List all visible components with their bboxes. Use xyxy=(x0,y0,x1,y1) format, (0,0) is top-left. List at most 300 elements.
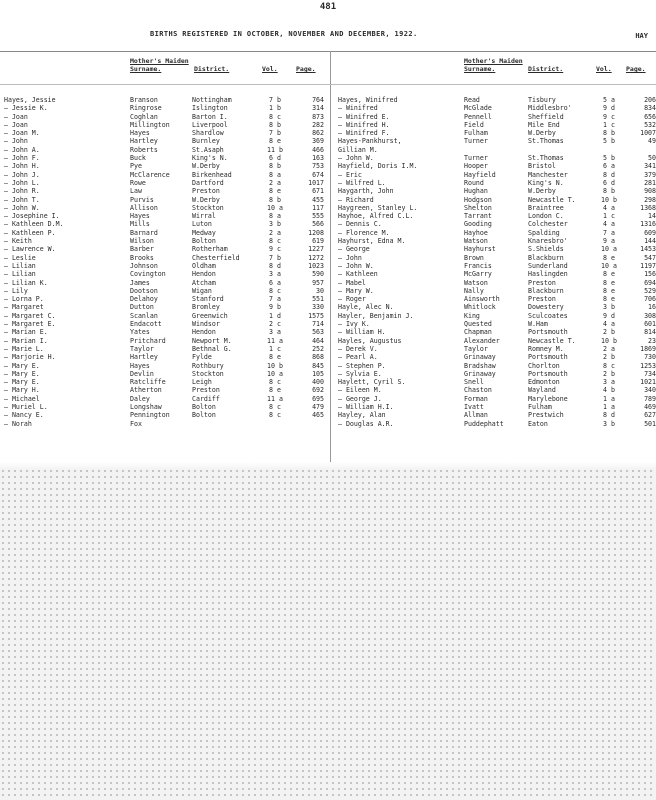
district: Tisbury xyxy=(528,96,556,104)
mothers-maiden-surname: Barnard xyxy=(130,228,158,237)
child-name: — Margaret E. xyxy=(4,320,56,329)
child-name: — Michael xyxy=(4,394,40,403)
volume: 5 a xyxy=(603,96,615,104)
volume: 8 d xyxy=(603,170,615,179)
register-entry xyxy=(0,254,330,262)
header-rule xyxy=(0,84,656,85)
district: Eaton xyxy=(528,419,548,428)
volume: 9 b xyxy=(269,303,281,312)
surname-range-tag: HAY xyxy=(635,32,648,40)
child-name: — Marian I. xyxy=(4,336,48,345)
register-entry xyxy=(330,262,656,270)
volume: 8 a xyxy=(269,212,281,221)
mothers-maiden-surname: Law xyxy=(130,187,142,196)
child-name: — Josephine I. xyxy=(4,212,60,221)
page-ref: 156 xyxy=(644,270,656,279)
right-header-vol: Vol. xyxy=(596,65,612,73)
mothers-maiden-surname: McClarence xyxy=(130,170,170,179)
register-entry xyxy=(0,303,330,311)
page-ref: 50 xyxy=(648,154,656,163)
register-entry xyxy=(330,279,656,287)
child-name: — Florence M. xyxy=(338,228,390,237)
page-ref: 341 xyxy=(644,162,656,171)
child-name: — Marian E. xyxy=(4,328,48,337)
district: Burnley xyxy=(192,137,220,146)
register-entry xyxy=(0,395,330,403)
mothers-maiden-surname: Quested xyxy=(464,320,492,329)
volume: 1 c xyxy=(603,120,615,129)
volume: 10 b xyxy=(601,195,617,204)
child-name: — Lilian K. xyxy=(4,278,48,287)
district: Braintree xyxy=(528,203,564,212)
mothers-maiden-surname: McGlade xyxy=(464,104,492,113)
child-name: — Kathleen xyxy=(338,270,378,279)
page-ref: 563 xyxy=(312,328,324,337)
volume: 8 c xyxy=(269,112,281,121)
page-ref: 1869 xyxy=(640,344,656,353)
register-entry xyxy=(0,220,330,228)
child-name: — Marie L. xyxy=(4,344,44,353)
left-header-maiden: Mother's Maiden Surname. xyxy=(130,57,189,73)
register-entry xyxy=(0,137,330,145)
volume: 9 d xyxy=(603,311,615,320)
volume: 5 b xyxy=(603,137,615,146)
district: Bethnal G. xyxy=(192,344,232,353)
register-entry xyxy=(0,162,330,170)
child-name: — John J. xyxy=(4,170,40,179)
mothers-maiden-surname: Francis xyxy=(464,261,492,270)
page-ref: 730 xyxy=(644,353,656,362)
mothers-maiden-surname: Hartley xyxy=(130,353,158,362)
volume: 2 a xyxy=(269,228,281,237)
district: Dowestery xyxy=(528,303,564,312)
mothers-maiden-surname: Hughan xyxy=(464,187,488,196)
child-name: — Margaret C. xyxy=(4,311,56,320)
child-name: — Kathleen P. xyxy=(4,228,56,237)
register-entry xyxy=(330,129,656,137)
district: Blackburn xyxy=(528,253,564,262)
mothers-maiden-surname: Snell xyxy=(464,378,484,387)
page-ref: 308 xyxy=(644,311,656,320)
page-ref: 714 xyxy=(312,320,324,329)
volume: 2 a xyxy=(603,344,615,353)
mothers-maiden-surname: Pritchard xyxy=(130,336,166,345)
mothers-maiden-surname: Daley xyxy=(130,394,150,403)
volume: 5 b xyxy=(603,154,615,163)
mothers-maiden-surname: Hayhurst xyxy=(464,245,496,254)
page-ref: 298 xyxy=(644,195,656,204)
mothers-maiden-surname: Hayes xyxy=(130,361,150,370)
child-name: Haygarth, John xyxy=(338,187,394,196)
child-name: Hayes, Jessie xyxy=(4,96,56,104)
page-number: 481 xyxy=(319,2,337,12)
volume: 8 e xyxy=(603,295,615,304)
volume: 8 e xyxy=(603,270,615,279)
district: Haslingden xyxy=(528,270,568,279)
district: Prestwich xyxy=(528,411,564,420)
register-entry xyxy=(0,420,330,428)
page-ref: 957 xyxy=(312,278,324,287)
right-header-district: District. xyxy=(528,65,564,73)
volume: 8 e xyxy=(269,137,281,146)
child-name: — Eric xyxy=(338,170,362,179)
volume: 8 e xyxy=(269,386,281,395)
volume: 1 a xyxy=(603,402,615,411)
district: Chesterfield xyxy=(192,253,240,262)
child-name: Hayhurst, Edna M. xyxy=(338,237,406,246)
mothers-maiden-surname: Gooding xyxy=(464,220,492,229)
page-ref: 764 xyxy=(312,96,324,104)
district: London C. xyxy=(528,212,564,221)
district: Windsor xyxy=(192,320,220,329)
mothers-maiden-surname: Longshaw xyxy=(130,402,162,411)
district: Edmonton xyxy=(528,378,560,387)
register-entry xyxy=(330,370,656,378)
page-ref: 1253 xyxy=(640,361,656,370)
mothers-maiden-surname: Hayhoe xyxy=(464,228,488,237)
page-ref: 464 xyxy=(312,336,324,345)
child-name: — Margaret xyxy=(4,303,44,312)
mothers-maiden-surname: Covington xyxy=(130,270,166,279)
child-name: — Joan xyxy=(4,120,28,129)
page-ref: 551 xyxy=(312,295,324,304)
volume: 8 c xyxy=(269,411,281,420)
child-name: — Douglas A.R. xyxy=(338,419,394,428)
register-entry xyxy=(0,212,330,220)
child-name: — Roger xyxy=(338,295,366,304)
child-name: — John xyxy=(338,253,362,262)
register-entry xyxy=(330,96,656,104)
mothers-maiden-surname: Turner xyxy=(464,137,488,146)
district: Greenwich xyxy=(192,311,228,320)
mothers-maiden-surname: Buck xyxy=(130,154,146,163)
page-ref: 674 xyxy=(312,170,324,179)
left-column xyxy=(0,96,330,428)
mothers-maiden-surname: Allison xyxy=(130,203,158,212)
register-entry xyxy=(0,345,330,353)
district: Rotherham xyxy=(192,245,228,254)
district: Atcham xyxy=(192,278,216,287)
register-entry xyxy=(330,137,656,145)
volume: 1 a xyxy=(603,394,615,403)
mothers-maiden-surname: Purvis xyxy=(130,195,154,204)
district: Newcastle T. xyxy=(528,336,576,345)
mothers-maiden-surname: Field xyxy=(464,120,484,129)
page-ref: 1227 xyxy=(308,245,324,254)
child-name: — Jessie K. xyxy=(4,104,48,113)
mothers-maiden-surname: Taylor xyxy=(464,344,488,353)
mothers-maiden-surname: Yates xyxy=(130,328,150,337)
register-entry xyxy=(0,129,330,137)
volume: 8 e xyxy=(603,286,615,295)
child-name: — Joan xyxy=(4,112,28,121)
register-entry xyxy=(330,420,656,428)
register-entry xyxy=(330,270,656,278)
register-entry xyxy=(330,187,656,195)
register-entry xyxy=(330,212,656,220)
page-ref: 1197 xyxy=(640,261,656,270)
page-ref: 465 xyxy=(312,411,324,420)
mothers-maiden-surname: Brooks xyxy=(130,253,154,262)
register-entry xyxy=(330,403,656,411)
volume: 8 e xyxy=(603,253,615,262)
mothers-maiden-surname: Tarrant xyxy=(464,212,492,221)
child-name: — Winifred E. xyxy=(338,112,390,121)
child-name: — John A. xyxy=(4,145,40,154)
child-name: — John W. xyxy=(4,203,40,212)
volume: 3 b xyxy=(603,303,615,312)
district: Shardlow xyxy=(192,129,224,138)
child-name: Hayley, Alan xyxy=(338,411,386,420)
register-entry xyxy=(0,353,330,361)
district: Newcastle T. xyxy=(528,195,576,204)
volume: 10 b xyxy=(267,361,283,370)
district: Medway xyxy=(192,228,216,237)
district: Middlesbro' xyxy=(528,104,572,113)
district: Liverpool xyxy=(192,120,228,129)
volume: 9 d xyxy=(603,104,615,113)
mothers-maiden-surname: Ivatt xyxy=(464,402,484,411)
child-name: Hayle, Alec N. xyxy=(338,303,394,312)
register-entry xyxy=(0,312,330,320)
volume: 8 b xyxy=(603,129,615,138)
child-name: — Pearl A. xyxy=(338,353,378,362)
volume: 9 c xyxy=(603,112,615,121)
page-ref: 862 xyxy=(312,129,324,138)
page-ref: 117 xyxy=(312,203,324,212)
page-ref: 695 xyxy=(312,394,324,403)
register-entry xyxy=(330,154,656,162)
mothers-maiden-surname: Johnson xyxy=(130,261,158,270)
district: Romney M. xyxy=(528,344,564,353)
district: W.Ham xyxy=(528,320,548,329)
register-entry xyxy=(330,220,656,228)
register-entry xyxy=(330,237,656,245)
page-ref: 555 xyxy=(312,212,324,221)
register-entry xyxy=(0,204,330,212)
page-ref: 609 xyxy=(644,228,656,237)
child-name: — Sylvia E. xyxy=(338,369,382,378)
page-ref: 532 xyxy=(644,120,656,129)
child-name: — Derek V. xyxy=(338,344,378,353)
child-name: — Eileen M. xyxy=(338,386,382,395)
volume: 8 b xyxy=(269,162,281,171)
district: Mile End xyxy=(528,120,560,129)
page-ref: 479 xyxy=(312,402,324,411)
district: Barton I. xyxy=(192,112,228,121)
volume: 10 a xyxy=(601,261,617,270)
mothers-maiden-surname: Alexander xyxy=(464,336,500,345)
left-header-district: District. xyxy=(194,65,230,73)
page-ref: 163 xyxy=(312,154,324,163)
register-entry xyxy=(330,245,656,253)
district: Fylde xyxy=(192,353,212,362)
register-entry xyxy=(330,395,656,403)
page-ref: 734 xyxy=(644,369,656,378)
mothers-maiden-surname: Mills xyxy=(130,220,150,229)
child-name: Hayes-Pankhurst, xyxy=(338,137,402,146)
register-entry xyxy=(330,287,656,295)
volume: 7 b xyxy=(269,96,281,104)
mothers-maiden-surname: Pennington xyxy=(130,411,170,420)
register-entry xyxy=(330,362,656,370)
register-entry xyxy=(330,303,656,311)
register-entry xyxy=(0,279,330,287)
mothers-maiden-surname: Dutton xyxy=(130,303,154,312)
page-ref: 1007 xyxy=(640,129,656,138)
mothers-maiden-surname: Hayfield xyxy=(464,170,496,179)
child-name: — Ivy K. xyxy=(338,320,370,329)
child-name: — Lilian xyxy=(4,261,36,270)
page-ref: 789 xyxy=(644,394,656,403)
page-ref: 868 xyxy=(312,353,324,362)
volume: 8 c xyxy=(269,286,281,295)
child-name: — Mabel xyxy=(338,278,366,287)
district: Bolton xyxy=(192,402,216,411)
register-entry xyxy=(0,262,330,270)
district: Knaresbro' xyxy=(528,237,568,246)
child-name: — Winifred xyxy=(338,104,378,113)
page-ref: 1023 xyxy=(308,261,324,270)
right-header-maiden: Mother's Maiden Surname. xyxy=(464,57,523,73)
register-entry xyxy=(0,378,330,386)
district: King's N. xyxy=(528,178,564,187)
district: Portsmouth xyxy=(528,353,568,362)
child-name: — Lilian xyxy=(4,270,36,279)
child-name: — Dennis C. xyxy=(338,220,382,229)
district: Spalding xyxy=(528,228,560,237)
district: W.Derby xyxy=(192,195,220,204)
page-ref: 601 xyxy=(644,320,656,329)
page-ref: 753 xyxy=(312,162,324,171)
page-ref: 656 xyxy=(644,112,656,121)
volume: 3 b xyxy=(603,419,615,428)
child-name: — John xyxy=(4,137,28,146)
district: St.Thomas xyxy=(528,137,564,146)
child-name: — Joan M. xyxy=(4,129,40,138)
page-ref: 706 xyxy=(644,295,656,304)
mothers-maiden-surname: Roberts xyxy=(130,145,158,154)
register-entry xyxy=(0,328,330,336)
page-ref: 619 xyxy=(312,237,324,246)
mothers-maiden-surname: Millington xyxy=(130,120,170,129)
mothers-maiden-surname: Grinaway xyxy=(464,353,496,362)
volume: 10 a xyxy=(601,245,617,254)
volume: 3 a xyxy=(269,328,281,337)
mothers-maiden-surname: Watson xyxy=(464,278,488,287)
mothers-maiden-surname: Hooper xyxy=(464,162,488,171)
volume: 3 b xyxy=(269,220,281,229)
mothers-maiden-surname: Nally xyxy=(464,286,484,295)
child-name: — Mary W. xyxy=(338,286,374,295)
volume: 8 c xyxy=(269,237,281,246)
district: St.Asaph xyxy=(192,145,224,154)
register-entry xyxy=(0,104,330,112)
child-name: Hayes, Winifred xyxy=(338,96,398,104)
page-ref: 908 xyxy=(644,187,656,196)
mothers-maiden-surname: Forman xyxy=(464,394,488,403)
volume: 9 c xyxy=(269,245,281,254)
page-ref: 282 xyxy=(312,120,324,129)
volume: 4 a xyxy=(603,220,615,229)
volume: 8 c xyxy=(269,402,281,411)
child-name: — Mary E. xyxy=(4,369,40,378)
mothers-maiden-surname: Turner xyxy=(464,154,488,163)
register-entry xyxy=(0,229,330,237)
district: Bolton xyxy=(192,411,216,420)
child-name: — Nancy E. xyxy=(4,411,44,420)
page-ref: 529 xyxy=(644,286,656,295)
child-name: — Stephen P. xyxy=(338,361,386,370)
page-ref: 1575 xyxy=(308,311,324,320)
child-name: — John W. xyxy=(338,154,374,163)
volume: 8 b xyxy=(269,120,281,129)
district: St.Thomas xyxy=(528,154,564,163)
volume: 8 d xyxy=(603,411,615,420)
child-name: — Marjorie H. xyxy=(4,353,56,362)
volume: 7 a xyxy=(269,295,281,304)
register-entry xyxy=(0,411,330,419)
mothers-maiden-surname: Barber xyxy=(130,245,154,254)
child-name: — Muriel L. xyxy=(4,402,48,411)
child-name: — Lawrence W. xyxy=(4,245,56,254)
district: Bolton xyxy=(192,237,216,246)
page-ref: 469 xyxy=(644,402,656,411)
mothers-maiden-surname: Shelton xyxy=(464,203,492,212)
mothers-maiden-surname: Atherton xyxy=(130,386,162,395)
mothers-maiden-surname: Allman xyxy=(464,411,488,420)
district: King's N. xyxy=(192,154,228,163)
district: Preston xyxy=(192,386,220,395)
page-ref: 369 xyxy=(312,137,324,146)
district: Birkenhead xyxy=(192,170,232,179)
volume: 7 b xyxy=(269,253,281,262)
volume: 2 b xyxy=(603,369,615,378)
district: Sunderland xyxy=(528,261,568,270)
register-entry xyxy=(0,187,330,195)
mothers-maiden-surname: Hayes xyxy=(130,212,150,221)
page-ref: 16 xyxy=(648,303,656,312)
child-name: — Mary E. xyxy=(4,361,40,370)
mothers-maiden-surname: Branson xyxy=(130,96,158,104)
volume: 4 a xyxy=(603,203,615,212)
register-entry xyxy=(330,113,656,121)
volume: 6 d xyxy=(603,178,615,187)
volume: 1 c xyxy=(603,212,615,221)
volume: 6 d xyxy=(269,154,281,163)
page-ref: 1021 xyxy=(640,378,656,387)
district: Bromley xyxy=(192,303,220,312)
child-name: Haygreen, Stanley L. xyxy=(338,203,418,212)
page-ref: 627 xyxy=(644,411,656,420)
mothers-maiden-surname: Dootson xyxy=(130,286,158,295)
child-name: — Norah xyxy=(4,419,32,428)
child-name: — John R. xyxy=(4,187,40,196)
page-ref: 466 xyxy=(312,145,324,154)
volume: 8 e xyxy=(269,353,281,362)
mothers-maiden-surname: Grinaway xyxy=(464,369,496,378)
mothers-maiden-surname: King xyxy=(464,311,480,320)
volume: 1 d xyxy=(269,311,281,320)
register-entry xyxy=(330,328,656,336)
register-entry xyxy=(0,403,330,411)
child-name: Hayler, Benjamin J. xyxy=(338,311,414,320)
register-entry xyxy=(330,295,656,303)
page-ref: 144 xyxy=(644,237,656,246)
district: Preston xyxy=(528,278,556,287)
mothers-maiden-surname: Round xyxy=(464,178,484,187)
top-rule xyxy=(0,51,656,52)
